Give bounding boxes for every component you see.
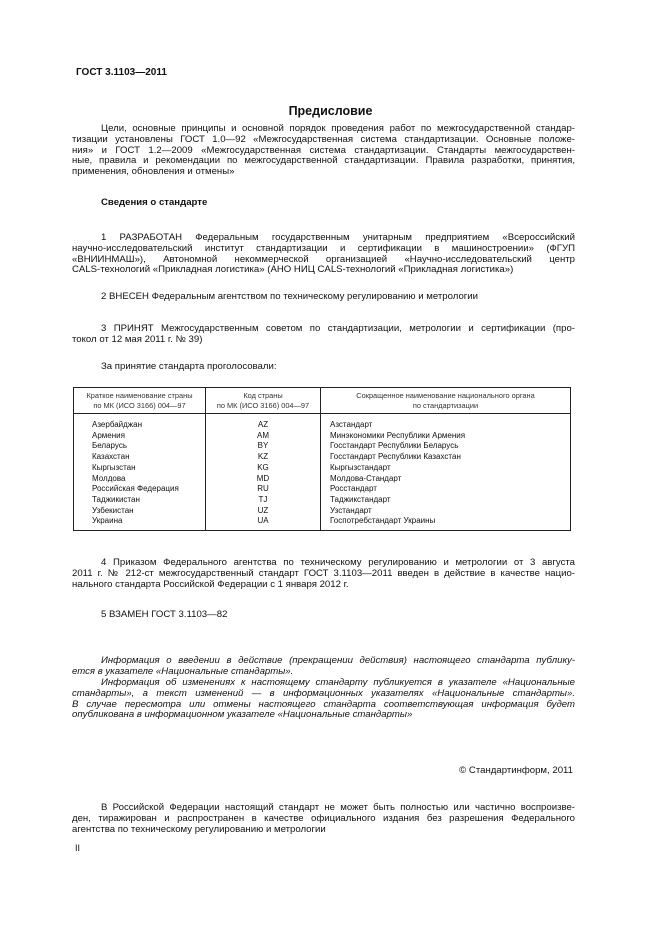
text-line: 2 ВНЕСЕН Федеральным агентством по техническому регулированию и метрологии [101, 291, 479, 302]
header-line: по МК (ИСО 3166) 004—97 [93, 400, 186, 410]
text-line: агентства по техническому регулированию и метрологии [72, 823, 326, 835]
table-header-row [74, 388, 571, 414]
header-line: по МК (ИСО 3166) 004—97 [216, 400, 310, 410]
standards-body-cell: Азстандарт [321, 420, 571, 431]
text-line: В Российской Федерации настоящий стандарт не может быть полностью или частично воспроизве- [101, 802, 575, 813]
item-3-adopted [72, 324, 575, 346]
page-number: II [75, 843, 81, 853]
info-changes [72, 678, 575, 721]
header-code [206, 388, 321, 414]
country-cell: Казахстан [74, 452, 206, 463]
country-cell: Таджикистан [74, 495, 206, 506]
text-line: нального стандарта Российской Федерации с 1 января 2012 г. [72, 578, 349, 590]
standards-body-cell: Узстандарт [321, 506, 571, 517]
voting-countries-table [73, 387, 571, 531]
document-code: ГОСТ 3.1103—2011 [76, 67, 167, 78]
item-4-order [72, 558, 575, 590]
standards-body-cell: Минэкономики Республики Армения [321, 431, 571, 442]
country-cell: Армения [74, 431, 206, 442]
text-line: 2011 г. № 212-ст межгосударственный стандарт ГОСТ 3.1103—2011 введен в действие в качестве нацио- [72, 567, 575, 579]
standards-body-cell: Госпотребстандарт Украины [321, 516, 571, 530]
table-row [74, 420, 571, 431]
table-row [74, 474, 571, 485]
text-line: 5 ВЗАМЕН ГОСТ 3.1103—82 [101, 609, 228, 620]
header-line: Краткое наименование страны [86, 391, 193, 400]
item-1-developed [72, 233, 575, 276]
text-line: 4 Приказом Федерального агентства по техническому регулированию и метрологии от 3 августа [101, 557, 575, 568]
table-row [74, 441, 571, 452]
page-title: Предисловие [288, 104, 373, 118]
vote-intro [72, 362, 575, 373]
code-cell: KG [206, 463, 321, 474]
text-line: применения, обновления и отмены» [72, 166, 235, 177]
code-cell: AZ [206, 420, 321, 431]
code-cell: AM [206, 431, 321, 442]
item-5-replaces [72, 610, 575, 621]
text-line: опубликована в информационном указателе «Национальные стандарты» [72, 709, 413, 721]
text-line: ден, тиражирован и распространен в качестве официального издания без разрешения Федерального [72, 812, 575, 824]
table-row [74, 516, 571, 530]
text-line: токол от 12 мая 2011 г. № 39) [72, 333, 203, 345]
text-line: Информация о введении в действие (прекращении действия) настоящего стандарта публику- [101, 655, 575, 666]
table-row [74, 506, 571, 517]
standards-body-cell: Госстандарт Республики Беларусь [321, 441, 571, 452]
text-line: 1 РАЗРАБОТАН Федеральным государственным унитарным предприятием «Всероссийский [101, 232, 575, 243]
country-cell: Российская Федерация [74, 484, 206, 495]
code-cell: UA [206, 516, 321, 530]
text-line: CALS-технологий «Прикладная логистика» (АНО НИЦ CALS-технологий «Прикладная логистика») [72, 264, 514, 276]
standards-body-cell: Молдова-Стандарт [321, 474, 571, 485]
country-cell: Беларусь [74, 441, 206, 452]
table-row [74, 431, 571, 442]
text-line: научно-исследовательский институт стандартизации и сертификации в машиностроении» (ФГУП [72, 242, 575, 254]
text-line: Информация об изменениях к настоящему стандарту публикуется в указателе «Национальные [101, 677, 575, 688]
info-introduction [72, 656, 575, 678]
country-cell: Азербайджан [74, 420, 206, 431]
text-line: Цели, основные принципы и основной порядок проведения работ по межгосударственной стандар- [101, 123, 575, 134]
text-line: За принятие стандарта проголосовали: [101, 361, 277, 372]
text-line: тизации установлены ГОСТ 1.0—92 «Межгосударственная система стандартизации. Основные положе- [72, 133, 575, 145]
code-cell: TJ [206, 495, 321, 506]
header-line: Код страны [243, 391, 283, 400]
text-line: В случае пересмотра или отмены настоящего стандарта соответствующая информация будет [72, 698, 575, 710]
section-heading: Сведения о стандарте [101, 197, 208, 208]
country-cell: Украина [74, 516, 206, 530]
text-line: ния» и ГОСТ 1.2—2009 «Межгосударственная система стандартизации. Стандарты межгосударствен- [72, 144, 575, 156]
code-cell: MD [206, 474, 321, 485]
standards-body-cell: Росстандарт [321, 484, 571, 495]
header-line: по стандартизации [412, 400, 479, 410]
text-line: ется в указателе «Национальные стандарты». [72, 665, 294, 677]
text-line: 3 ПРИНЯТ Межгосударственным советом по стандартизации, метрологии и сертификации (про- [101, 323, 575, 334]
table-row [74, 463, 571, 474]
code-cell: RU [206, 484, 321, 495]
code-cell: KZ [206, 452, 321, 463]
country-cell: Молдова [74, 474, 206, 485]
header-body [321, 388, 571, 414]
standards-body-cell: Госстандарт Республики Казахстан [321, 452, 571, 463]
standards-body-cell: Кыргызстандарт [321, 463, 571, 474]
table-row [74, 452, 571, 463]
header-country [74, 388, 206, 414]
copyright: © Стандартинформ, 2011 [459, 765, 573, 776]
country-cell: Узбекистан [74, 506, 206, 517]
text-line: «ВНИИНМАШ»), Автономной некоммерческой организацией «Научно-исследовательский центр [72, 253, 575, 265]
item-2-introduced [72, 292, 575, 303]
table-row [74, 495, 571, 506]
standards-body-cell: Таджикстандарт [321, 495, 571, 506]
code-cell: BY [206, 441, 321, 452]
country-cell: Кыргызстан [74, 463, 206, 474]
text-line: ные, правила и рекомендации по межгосударственной стандартизации. Правила разработки, принятия, [72, 155, 575, 167]
code-cell: UZ [206, 506, 321, 517]
reproduction-notice [72, 803, 575, 835]
text-line: стандарты», а текст изменений — в информационных указателях «Национальные стандарты». [72, 687, 575, 699]
intro-paragraph [72, 124, 575, 178]
header-line: Сокращенное наименование национального органа [356, 391, 535, 400]
table-row [74, 484, 571, 495]
